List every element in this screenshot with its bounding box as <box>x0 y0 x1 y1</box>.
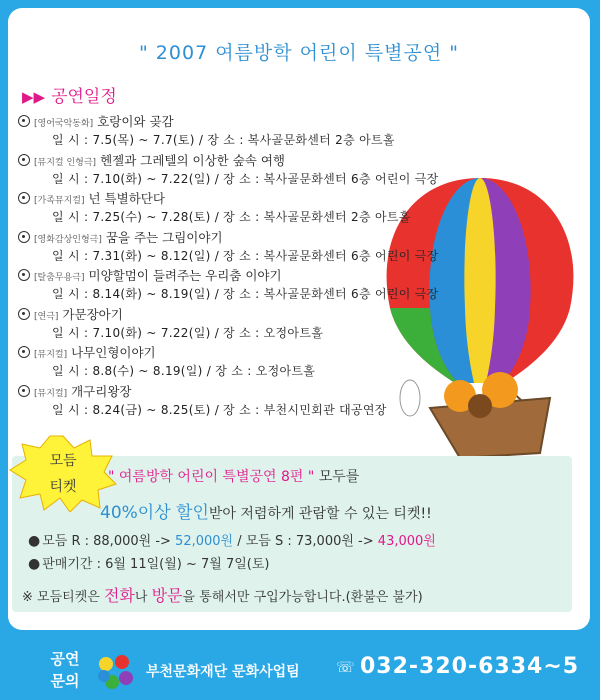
price-r-sale: 52,000원 <box>175 534 234 549</box>
contact-label-line1: 공연 <box>50 650 80 668</box>
note-suffix: 을 통해서만 구입가능합니다.(환불은 불가) <box>182 590 423 605</box>
show-title: 가문장아기 <box>62 306 123 322</box>
show-genre: [뮤지컬] <box>34 388 68 399</box>
ticket-headline <box>108 466 359 486</box>
foundation-logo <box>94 652 136 694</box>
contact-label <box>42 648 88 692</box>
price-separator: / 모듬 S : 73,000원 -> <box>233 534 374 549</box>
ticket-headline-suffix: 모두를 <box>318 469 360 485</box>
schedule-list <box>18 112 578 420</box>
note-phone: 전화 <box>103 586 135 605</box>
show-title: 넌 특별하단다 <box>88 191 165 206</box>
ticket-prices <box>28 530 436 549</box>
show-schedule: 일 시 : 8.14(화) ~ 8.19(일) / 장 소 : 복사골문화센터 6층 어린이 극장 <box>52 287 439 301</box>
show-schedule: 일 시 : 7.25(수) ~ 7.28(토) / 장 소 : 복사골문화센터 2층 아트홀 <box>52 210 411 224</box>
note-visit: 방문 <box>151 586 183 605</box>
bullet-dot-icon: ● <box>28 556 41 572</box>
circle-bullet-icon <box>18 192 30 204</box>
show-title: 꿈을 주는 그림이야기 <box>105 229 223 245</box>
ticket-badge-line1: 모듬 <box>49 453 77 469</box>
ticket-note <box>22 583 423 606</box>
list-item <box>18 189 578 228</box>
show-title: 헨젤과 그레텔의 이상한 숲속 여행 <box>100 152 286 168</box>
list-item <box>18 112 578 151</box>
show-schedule: 일 시 : 8.8(수) ~ 8.19(일) / 장 소 : 오정아트홀 <box>52 364 316 378</box>
list-item <box>18 266 578 305</box>
section-heading <box>22 82 117 107</box>
bullet-dot-icon: ● <box>28 533 41 549</box>
ticket-badge-line2: 티켓 <box>49 479 77 495</box>
ticket-badge <box>8 448 118 500</box>
list-item <box>18 228 578 267</box>
show-schedule: 일 시 : 7.10(화) ~ 7.22(일) / 장 소 : 오정아트홀 <box>52 325 324 340</box>
ticket-sale-period <box>28 553 270 572</box>
show-genre: [연극] <box>34 311 59 322</box>
price-r-label: 모듬 R : 88,000원 -> <box>42 534 171 549</box>
circle-bullet-icon <box>18 269 30 281</box>
ticket-headline-title: " 여름방학 어린이 특별공연 8편 " <box>108 469 315 485</box>
phone-number[interactable]: 032-320-6334~5 <box>360 654 580 679</box>
show-schedule: 일 시 : 7.31(화) ~ 8.12(일) / 장 소 : 복사골문화센터 6층 어린이 극장 <box>52 248 439 263</box>
price-s-sale: 43,000원 <box>377 534 436 549</box>
show-genre: [영어국악동화] <box>34 119 94 129</box>
discount-highlight: 40%이상 할인 <box>100 503 209 523</box>
list-item <box>18 382 578 421</box>
note-prefix: ※ 모듬티켓은 <box>22 590 100 605</box>
organization-name: 부천문화재단 문화사업팀 <box>146 664 300 680</box>
note-mid: 나 <box>134 590 148 605</box>
circle-bullet-icon <box>18 231 30 243</box>
show-title: 나무인형이야기 <box>71 345 156 360</box>
show-title: 호랑이와 곶감 <box>97 114 174 129</box>
show-genre: [탈춤무용극] <box>34 273 85 283</box>
show-genre: [가족뮤지컬] <box>34 196 85 206</box>
circle-bullet-icon <box>18 346 30 358</box>
list-item <box>18 151 578 190</box>
circle-bullet-icon <box>18 154 30 166</box>
circle-bullet-icon <box>18 385 30 397</box>
show-genre: [뮤지컬 인형극] <box>34 157 97 168</box>
list-item <box>18 305 578 344</box>
show-title: 미양할멈이 들려주는 우리춤 이야기 <box>88 268 282 283</box>
show-title: 개구리왕장 <box>71 383 132 399</box>
section-heading-label: 공연일정 <box>51 87 117 107</box>
list-item <box>18 343 578 382</box>
show-schedule: 일 시 : 7.10(화) ~ 7.22(일) / 장 소 : 복사골문화센터 6층 어린이 극장 <box>52 171 439 186</box>
circle-bullet-icon <box>18 115 30 127</box>
show-genre: [영화감상인형극] <box>34 234 102 245</box>
sale-period-text: 판매기간 : 6월 11일(월) ~ 7월 7일(토) <box>42 557 270 572</box>
discount-text: 받아 저렴하게 관람할 수 있는 티켓!! <box>208 506 432 522</box>
contact-label-line2: 문의 <box>50 672 80 690</box>
show-schedule: 일 시 : 8.24(금) ~ 8.25(토) / 장 소 : 부천시민회관 대공연장 <box>52 402 387 417</box>
show-genre: [뮤지컬] <box>34 350 68 360</box>
arrow-right-icon: ▶▶ <box>22 88 46 106</box>
circle-bullet-icon <box>18 308 30 320</box>
poster-title: " 2007 여름방학 어린이 특별공연 " <box>139 42 459 64</box>
phone-icon: ☏ <box>336 658 355 676</box>
ticket-discount <box>100 498 432 523</box>
show-schedule: 일 시 : 7.5(목) ~ 7.7(토) / 장 소 : 복사골문화센터 2층 아트홀 <box>52 133 395 147</box>
